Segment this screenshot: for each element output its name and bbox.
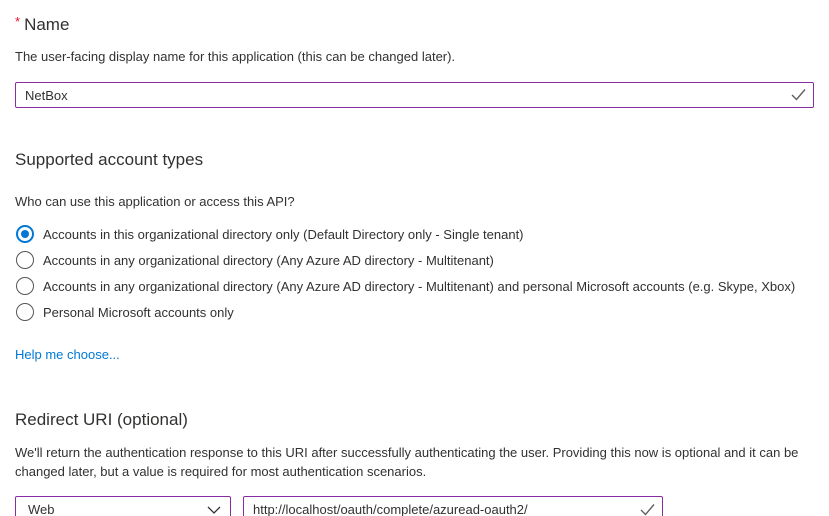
radio-option-multitenant[interactable]	[15, 247, 814, 273]
name-field-wrap	[15, 82, 814, 108]
redirect-uri-field-wrap	[243, 496, 663, 516]
redirect-uri-input[interactable]	[243, 496, 663, 516]
name-description: The user-facing display name for this application (this can be changed later).	[15, 49, 456, 64]
radio-option-multitenant-personal[interactable]	[15, 273, 814, 299]
redirect-uri-controls	[15, 496, 814, 516]
radio-option-personal-only[interactable]	[15, 299, 814, 325]
chevron-down-icon	[207, 505, 221, 515]
radio-button-icon[interactable]	[16, 277, 34, 295]
required-marker: *	[15, 14, 21, 29]
radio-option-label[interactable]: Accounts in any organizational directory (Any Azure AD directory - Multitenant)	[43, 252, 494, 268]
name-section-title	[15, 12, 814, 35]
account-types-radio-group	[15, 221, 814, 325]
radio-option-single-tenant[interactable]	[15, 221, 814, 247]
radio-option-label[interactable]: Accounts in any organizational directory (Any Azure AD directory - Multitenant) and personal Microsoft accounts (e.g. Skype, Xbox)	[43, 278, 796, 294]
help-me-choose-link[interactable]: Help me choose...	[15, 347, 120, 362]
redirect-uri-description: We'll return the authentication response to this URI after successfully authenticating the user. Providing this now is optional and it can be changed later, but a value is required for most authentication scenarios.	[15, 445, 799, 479]
radio-button-icon[interactable]	[16, 225, 34, 243]
radio-option-label[interactable]: Personal Microsoft accounts only	[43, 304, 234, 320]
redirect-uri-title: Redirect URI (optional)	[15, 410, 188, 429]
account-types-title: Supported account types	[15, 150, 204, 169]
radio-option-label[interactable]: Accounts in this organizational directory only (Default Directory only - Single tenant)	[43, 226, 524, 242]
radio-button-icon[interactable]	[16, 251, 34, 269]
account-types-question: Who can use this application or access this API?	[15, 194, 295, 209]
name-title-text: Name	[24, 15, 70, 34]
platform-select-value: Web	[28, 502, 55, 516]
radio-button-icon[interactable]	[16, 303, 34, 321]
name-input[interactable]	[15, 82, 814, 108]
platform-select[interactable]	[15, 496, 231, 516]
